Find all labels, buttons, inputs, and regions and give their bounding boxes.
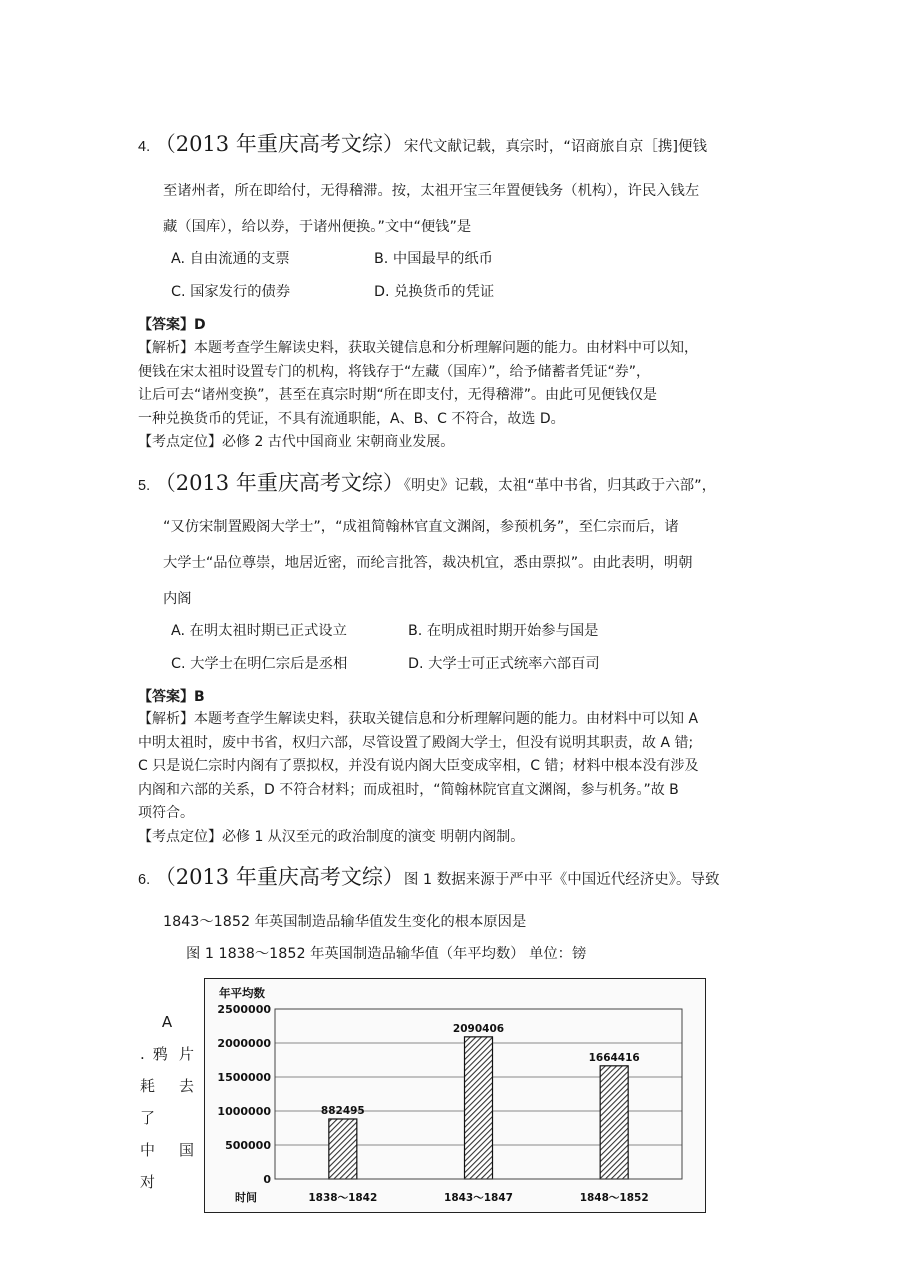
question-4-option-c: C. 国家发行的债券: [171, 284, 291, 300]
question-5-header: [138, 467, 716, 497]
question-5-option-a: A. 在明太祖时期已正式设立: [171, 623, 347, 639]
bar: [600, 1066, 628, 1179]
question-5-option-c: C. 大学士在明仁宗后是丞相: [171, 656, 348, 672]
question-5-source: （2013 年重庆高考文综）: [154, 471, 404, 495]
question-5-number: 5.: [138, 478, 151, 494]
y-tick-label: 0: [263, 1173, 271, 1186]
y-tick-label: 1000000: [217, 1105, 271, 1118]
option-line: A: [161, 1013, 173, 1031]
question-4-source: （2013 年重庆高考文综）: [154, 132, 404, 156]
question-6-number: 6.: [138, 872, 151, 888]
question-6-header: [138, 861, 720, 891]
analysis-line: 项符合。: [138, 805, 194, 821]
question-5-option-b: B. 在明成祖时期开始参与国是: [408, 623, 599, 639]
analysis-line: 【解析】本题考查学生解读史料，获取关键信息和分析理解问题的能力。由材料中可以知 A: [138, 711, 699, 727]
question-5-stem-line1: 《明史》记载，太祖“革中书省，归其政于六部”，: [403, 478, 717, 494]
y-axis-label: 年平均数: [219, 986, 265, 1000]
figure-caption: 图 1 1838～1852 年英国制造品输华值（年平均数） 单位：镑: [186, 946, 587, 962]
question-4-option-d: D. 兑换货币的凭证: [374, 284, 495, 300]
y-tick-label: 2500000: [217, 1003, 271, 1016]
question-5-option-d: D. 大学士可正式统率六部百司: [408, 656, 600, 672]
question-4-stem-line3: 藏（国库），给以券，于诸州便换。”文中“便钱”是: [163, 219, 472, 235]
question-4-option-b: B. 中国最早的纸币: [374, 251, 493, 267]
analysis-line: C 只是说仁宗时内阁有了票拟权，并没有说内阁大臣变成宰相，C 错；材料中根本没有涉及: [138, 758, 699, 774]
option-line: 耗 去 了: [140, 1077, 194, 1127]
option-line: 中 国 对: [140, 1141, 194, 1191]
question-5-analysis: [138, 708, 778, 849]
y-tick-label: 1500000: [217, 1071, 271, 1084]
question-5-stem-line2: “又仿宋制置殿阁大学士”，“成祖简翰林官直文渊阁，参预机务”，至仁宗而后，诸: [163, 519, 679, 535]
question-4-analysis: [138, 337, 778, 455]
question-6-stem-line1: 图 1 数据来源于严中平《中国近代经济史》。导致: [403, 872, 720, 888]
x-tick-label: 1838～1842: [308, 1192, 378, 1204]
question-6-stem-line2: 1843～1852 年英国制造品输华值发生变化的根本原因是: [163, 914, 527, 930]
question-5-stem-line3: 大学士“品位尊崇，地居近密，而纶言批答，裁决机宜，悉由票拟”。由此表明，明朝: [163, 555, 693, 571]
question-6-source: （2013 年重庆高考文综）: [154, 865, 404, 889]
question-4-number: 4.: [138, 139, 151, 155]
bar: [329, 1119, 357, 1179]
data-label: 882495: [320, 1104, 365, 1117]
x-tick-label: 1848～1852: [579, 1192, 649, 1204]
x-axis-label: 时间: [235, 1191, 257, 1204]
question-4-stem-line1: 宋代文献记载，真宗时，“诏商旅自京［携]便钱: [403, 139, 707, 155]
analysis-line: 让后可去“诸州变换”，甚至在真宗时期“所在即支付，无得稽滞”。由此可见便钱仅是: [138, 387, 658, 403]
bar: [465, 1037, 493, 1179]
question-4-option-a: A. 自由流通的支票: [171, 251, 290, 267]
question-4-stem-line2: 至诸州者，所在即给付，无得稽滞。按，太祖开宝三年置便钱务（机构），许民入钱左: [163, 183, 700, 199]
bar-chart: [204, 978, 706, 1213]
analysis-line: 便钱在宋太祖时设置专门的机构，将钱存于“左藏（国库）”，给予储蓄者凭证“券”，: [138, 363, 651, 380]
option-line: . 鸦 片: [140, 1045, 194, 1063]
question-5-stem-line4: 内阁: [163, 591, 192, 607]
question-6-option-a-fragment: [140, 1006, 194, 1198]
knowledge-point: 【考点定位】必修 2 古代中国商业 宋朝商业发展。: [138, 434, 455, 450]
analysis-line: 内阁和六部的关系，D 不符合材料；而成祖时，“简翰林院官直文渊阁，参与机务。”故 B: [138, 781, 679, 798]
data-label: 1664416: [588, 1051, 640, 1064]
knowledge-point: 【考点定位】必修 1 从汉至元的政治制度的演变 明朝内阁制。: [138, 828, 525, 845]
x-tick-label: 1843～1847: [444, 1192, 513, 1204]
analysis-line: 【解析】本题考查学生解读史料，获取关键信息和分析理解问题的能力。由材料中可以知，: [138, 340, 698, 356]
question-4-answer: 【答案】D: [138, 317, 206, 333]
bar-chart-svg: [205, 979, 705, 1212]
analysis-line: 一种兑换货币的凭证，不具有流通职能，A、B、C 不符合，故选 D。: [138, 410, 565, 427]
data-label: 2090406: [452, 1022, 505, 1035]
y-tick-label: 500000: [225, 1139, 271, 1152]
y-tick-label: 2000000: [217, 1037, 271, 1050]
analysis-line: 中明太祖时，废中书省，权归六部，尽管设置了殿阁大学士，但没有说明其职责，故 A 错;: [138, 734, 694, 751]
question-4-header: [138, 128, 707, 158]
question-5-answer: 【答案】B: [138, 689, 205, 705]
